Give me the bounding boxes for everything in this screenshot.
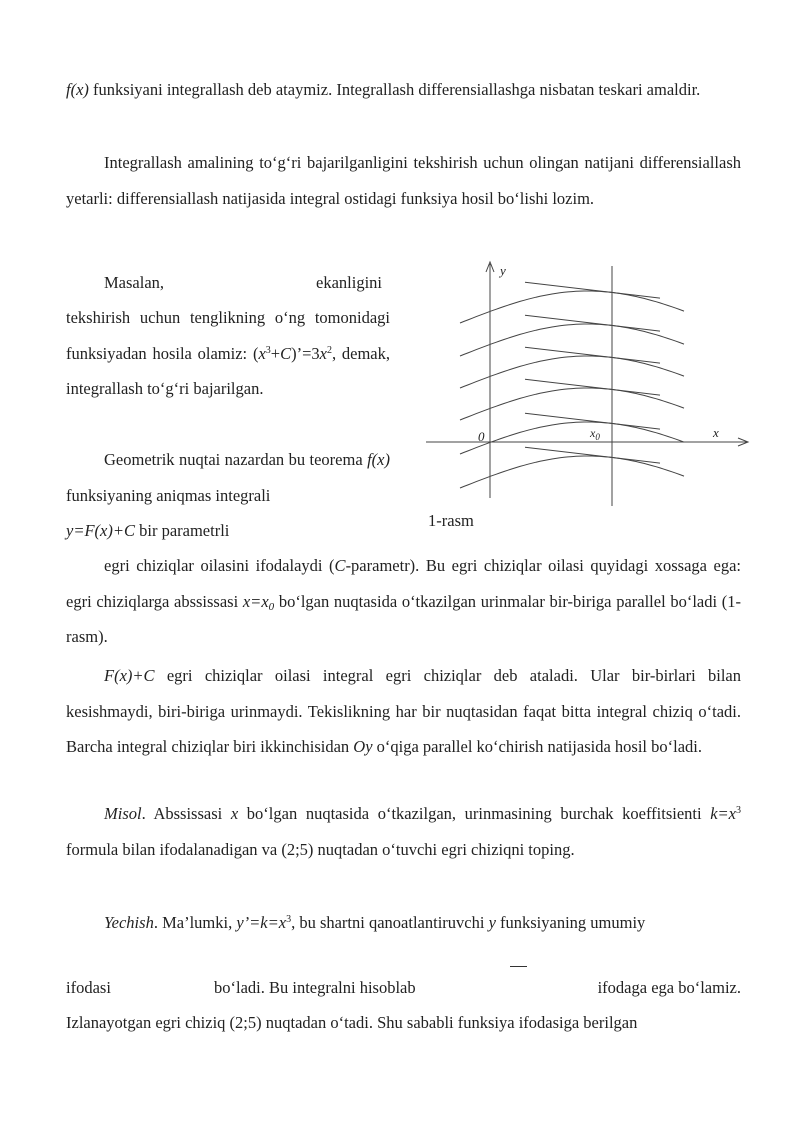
- paragraph-9-middle: bo‘ladi. Bu integralni hisoblab: [214, 978, 416, 997]
- var-x-2: x: [319, 343, 327, 363]
- var-c-2: C: [334, 556, 346, 575]
- exp-2: 2: [326, 344, 332, 356]
- var-x-3: x: [230, 804, 239, 823]
- paragraph-1-text: funksiyani integrallash deb ataymiz. Integrallash differensiallashga nisbatan teskari amaldir.: [88, 80, 701, 99]
- var-c: C: [280, 343, 292, 363]
- paragraph-7-text-3: formula bilan ifodalanadigan va (2;5) nuqtadan o‘tuvchi egri chiziqni toping.: [66, 839, 575, 859]
- fx-symbol-2: f(x): [367, 450, 390, 469]
- sub-zero: 0: [268, 600, 275, 613]
- integral-curve-1: [460, 291, 684, 323]
- paragraph-5-text-2: -parametr). Bu egri chiziqlar oilasi quyidagi xossaga ega: egri chiziqlarga abssissasi: [66, 556, 741, 611]
- fx-plus-c: F(x)+C: [104, 666, 155, 685]
- paragraph-6-text-1: egri chiziqlar oilasi integral egri chiziqlar deb ataladi. Ular bir-birlari bilan kesishmaydi, biri-biriga urinmaydi. Tekislikning har bir nuqtasidan faqat bitta integral chiziq o‘tadi. Barcha integral chiziqlar biri ikkinchisidan: [66, 666, 741, 756]
- paragraph-7-text-1: . Abssissasi: [141, 804, 231, 823]
- paragraph-4: [66, 442, 390, 549]
- fraction-bar: [510, 966, 527, 967]
- paragraph-10: Izlanayotgan egri chiziq (2;5) nuqtadan o‘tadi. Shu sababli funksiya ifodasiga berilgan: [66, 1013, 638, 1032]
- paragraph-6-text-2: o‘qiga parallel ko‘chirish natijasida hosil bo‘ladi.: [372, 737, 702, 756]
- figure-integral-curves: [420, 258, 750, 508]
- figure-caption: 1-rasm: [428, 511, 474, 530]
- paragraph-9-end: ifodaga ega bo‘lamiz.: [597, 978, 741, 997]
- ifodasi-word: ifodasi: [66, 978, 111, 997]
- paragraph-3-body: [66, 300, 390, 407]
- integral-curve-5: [460, 422, 684, 454]
- paragraph-5: [66, 548, 741, 655]
- var-x: x: [258, 343, 266, 363]
- x-axis-label: x: [713, 425, 719, 440]
- y-equation: y=F(x)+C: [66, 521, 135, 540]
- paragraph-8-text-2: , bu shartni qanoatlantiruvchi: [291, 913, 489, 932]
- paragraph-8-text-3: funksiyaning umumiy: [495, 913, 646, 932]
- paragraph-5-text-1: egri chiziqlar oilasini ifodalaydi (: [104, 556, 335, 575]
- exp-3-b: 3: [736, 805, 741, 816]
- oy-axis: Oy: [353, 737, 373, 756]
- paragraph-4-text-2: funksiyaning aniqmas integrali: [66, 485, 271, 505]
- integral-curve-6: [460, 456, 684, 488]
- origin-label: 0: [478, 429, 485, 444]
- paren-open: (: [252, 343, 259, 363]
- x-equals-x0: x=x: [242, 591, 269, 611]
- paragraph-4-text-1: Geometrik nuqtai nazardan bu teorema: [104, 450, 368, 469]
- paragraph-8-text-1: . Ma’lumki,: [153, 913, 237, 932]
- masalan-word: Masalan,: [104, 273, 165, 292]
- misol-word: Misol: [104, 804, 142, 823]
- paragraph-4-text-3: bir parametrli: [135, 521, 230, 540]
- var-y: y: [488, 913, 496, 932]
- fx-symbol: f(x): [66, 80, 89, 99]
- y-axis-label: y: [500, 263, 506, 278]
- paragraph-7: [66, 796, 741, 867]
- paragraph-3-rest: , demak, integrallash to‘g‘ri bajarilgan.: [66, 343, 390, 398]
- paragraph-2: Integrallash amalining to‘g‘ri bajarilganligini tekshirish uchun olingan natijani differensiallash yetarli: differensiallash natijasida integral ostidagi funksiya hosil bo‘lishi lozim.: [66, 153, 741, 208]
- exp-3-c: 3: [286, 914, 292, 925]
- paragraph-6: [66, 658, 741, 765]
- x0-label: $x_0$: [590, 426, 600, 442]
- paren-close-derivative: )’=3: [291, 343, 320, 363]
- exp-3: 3: [265, 344, 271, 356]
- ekanligini-word: ekanligini: [316, 273, 382, 292]
- yechish-word: Yechish: [104, 913, 154, 932]
- integral-curve-2: [460, 324, 684, 356]
- paragraph-8: [66, 905, 741, 941]
- integral-curve-3: [460, 356, 684, 388]
- paragraph-5-text-3: bo‘lgan nuqtasida o‘tkazilgan urinmalar bir-biriga parallel bo‘ladi (1-rasm).: [66, 591, 741, 646]
- paragraph-3-text: tekshirish uchun tenglikning o‘ng tomonidagi funksiyadan hosila olamiz:: [66, 308, 390, 363]
- integral-curve-4: [460, 388, 684, 420]
- integral-curves-plot: [420, 258, 750, 508]
- plus-sign: +: [270, 343, 281, 363]
- y-prime-equals: y’=k=x: [236, 913, 287, 932]
- paragraph-7-text-2: bo‘lgan nuqtasida o‘tkazilgan, urinmasining burchak koeffitsienti: [238, 804, 711, 823]
- k-equals: k=x: [710, 804, 736, 823]
- paragraph-1: [66, 72, 741, 108]
